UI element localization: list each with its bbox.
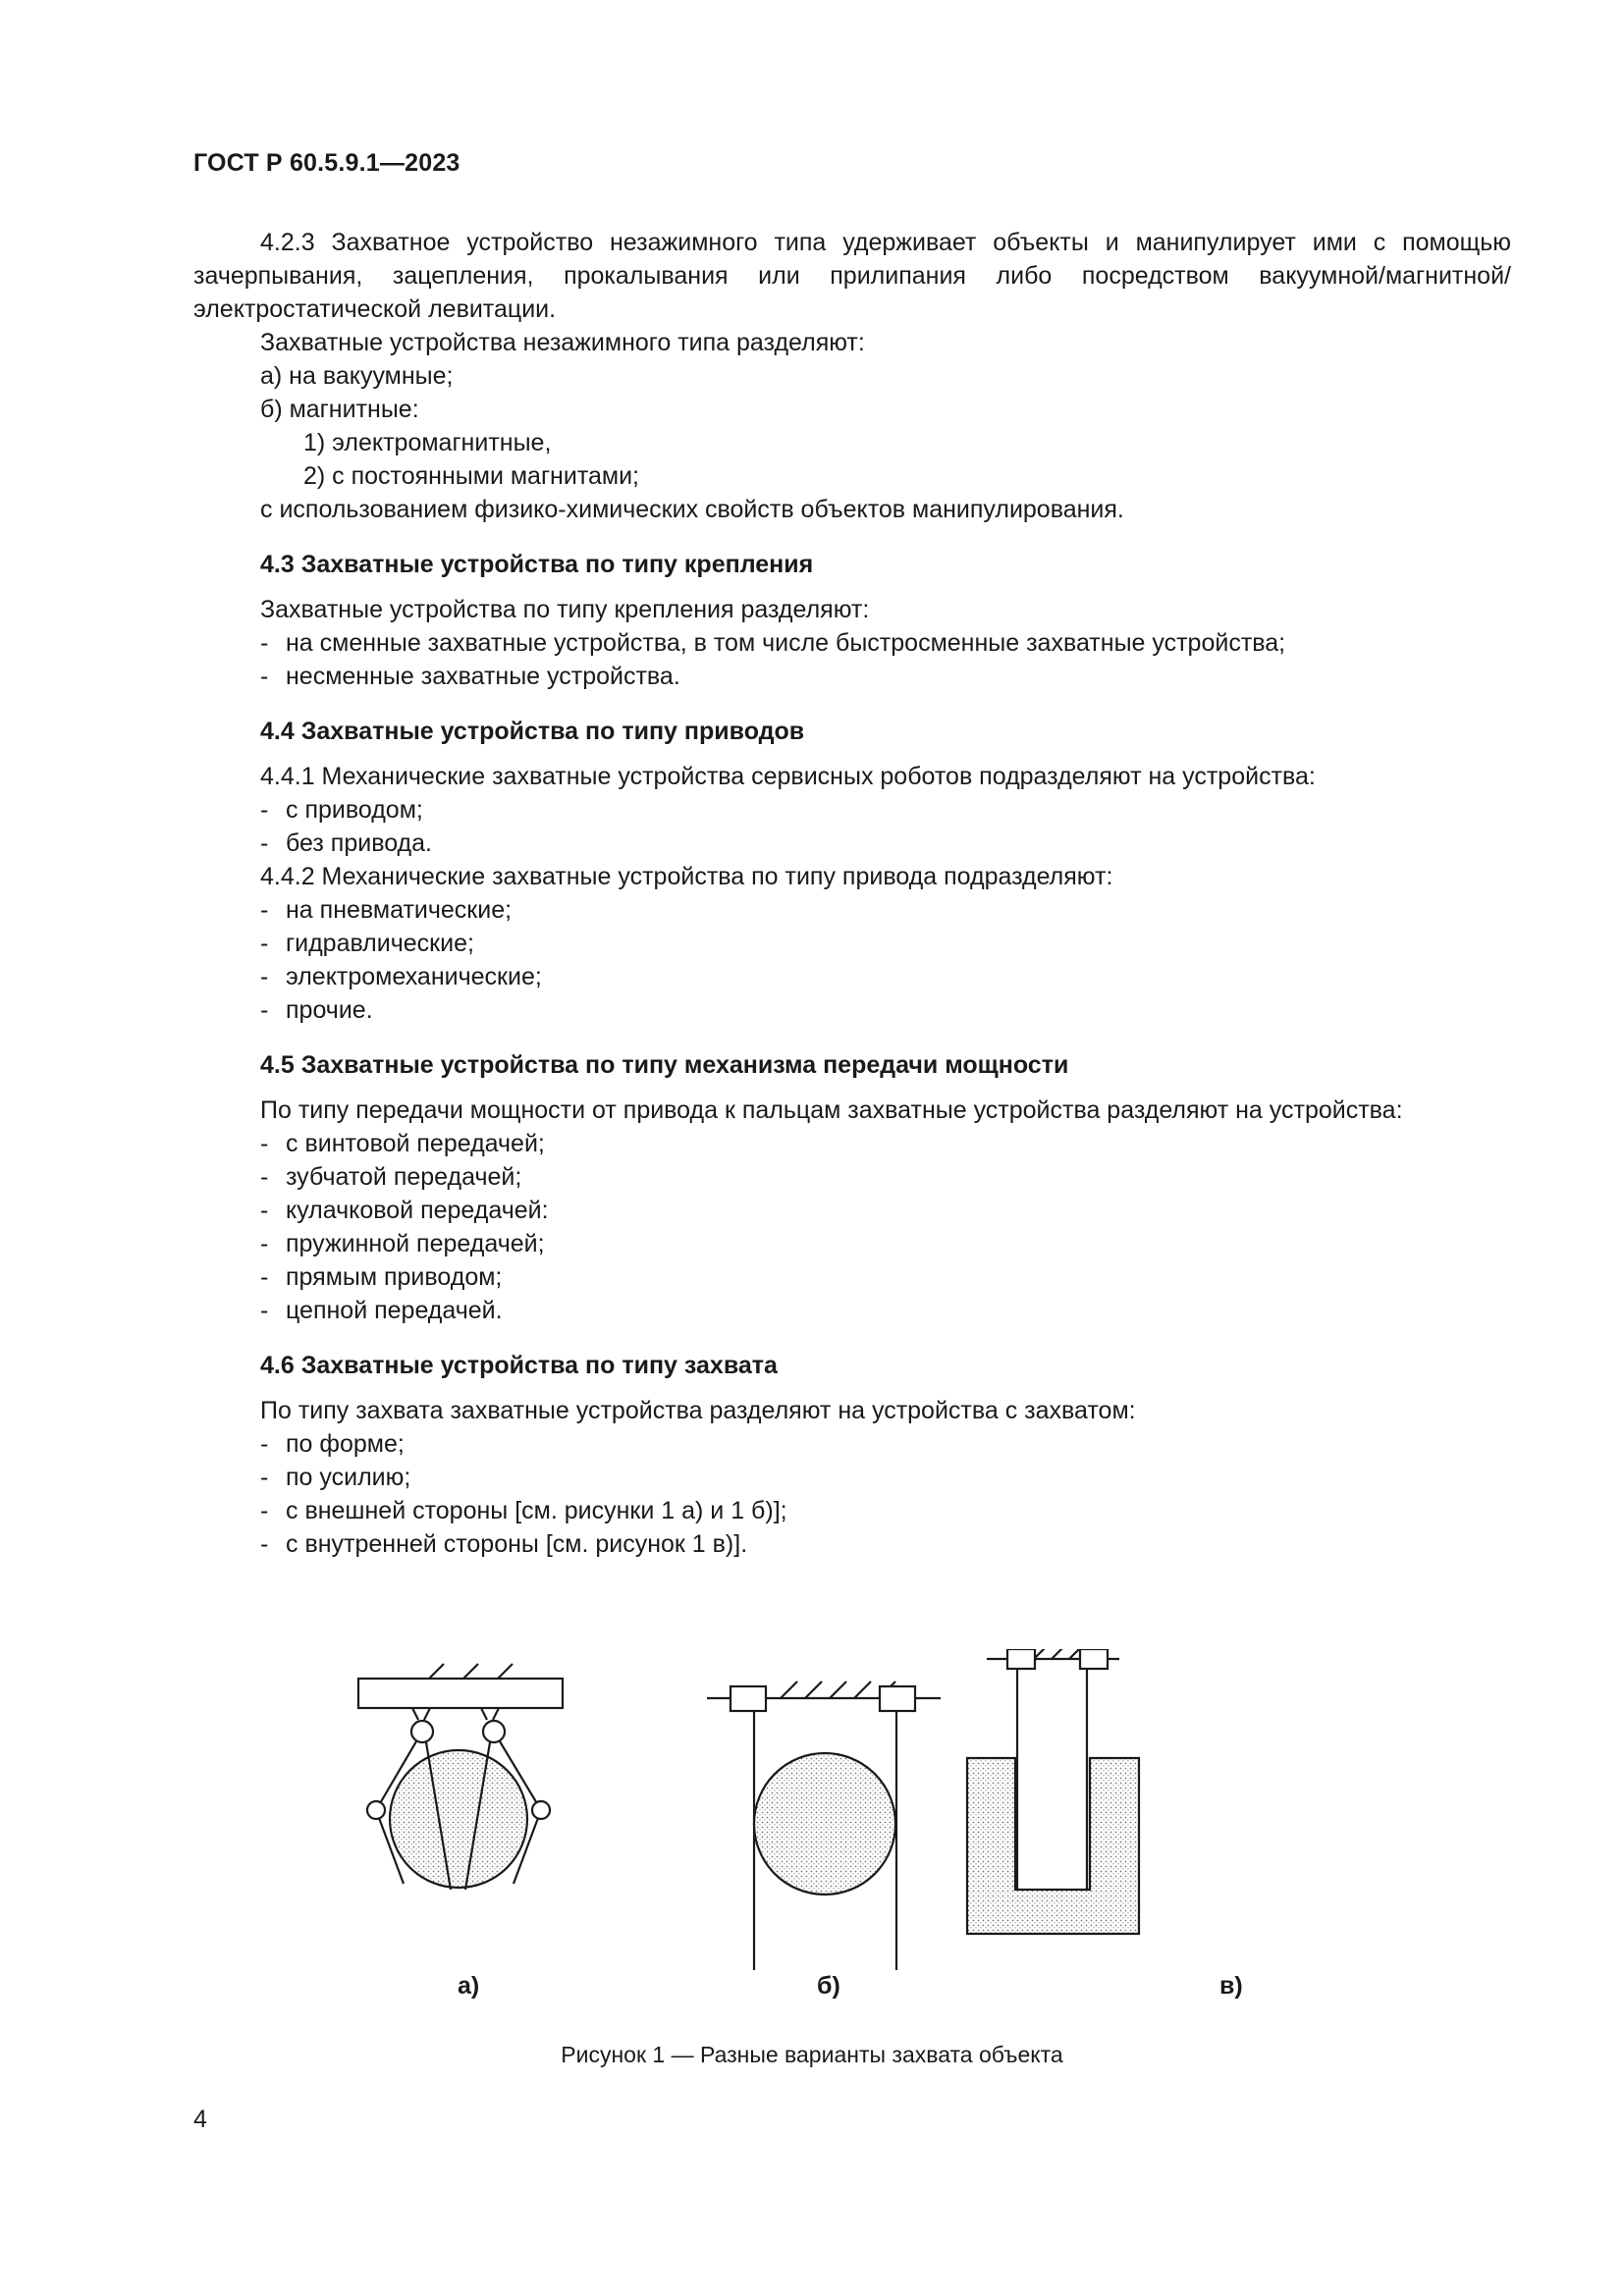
figure-label-b: б) <box>817 1972 840 2000</box>
figure-label-v: в) <box>1219 1972 1243 2000</box>
list-item: - без привода. <box>193 827 1511 860</box>
list-subitem: 1) электромагнитные, <box>303 429 552 456</box>
list-item: - по усилию; <box>193 1461 1511 1494</box>
paragraph-lead: По типу передачи мощности от привода к пальцам захватные устройства разделяют на устройства: <box>260 1096 1403 1124</box>
section-heading-4-3: 4.3 Захватные устройства по типу крепления <box>260 551 814 578</box>
section-heading-4-6: 4.6 Захватные устройства по типу захвата <box>260 1352 778 1379</box>
list-item: - с внешней стороны [см. рисунки 1 а) и 1 б)]; <box>193 1494 1511 1527</box>
list-item: а) на вакуумные; <box>260 362 454 390</box>
paragraph-4-4-1: 4.4.1 Механические захватные устройства сервисных роботов подразделяют на устройства: <box>260 763 1316 790</box>
figure-label-a: а) <box>458 1972 480 2000</box>
document-header: ГОСТ Р 60.5.9.1—2023 <box>193 149 460 177</box>
diagram-variant-b <box>707 1682 941 1970</box>
paragraph-4-4-2: 4.4.2 Механические захватные устройства по типу привода подразделяют: <box>260 863 1113 890</box>
document-body <box>193 226 1511 1561</box>
list-subitem: 2) с постоянными магнитами; <box>303 462 640 490</box>
list-item: - с внутренней стороны [см. рисунок 1 в)]. <box>193 1527 1511 1561</box>
list-item: с использованием физико-химических свойств объектов манипулирования. <box>260 496 1124 523</box>
list-item: - на пневматические; <box>193 893 1511 927</box>
list-item: - прямым приводом; <box>193 1260 1511 1294</box>
figure-caption: Рисунок 1 — Разные варианты захвата объекта <box>561 2042 1063 2067</box>
figure-grip-variants <box>334 1649 1375 2022</box>
section-heading-4-5: 4.5 Захватные устройства по типу механизма передачи мощности <box>260 1051 1069 1079</box>
list-item: - с приводом; <box>193 793 1511 827</box>
list-item: б) магнитные: <box>260 396 419 423</box>
paragraph-lead: Захватные устройства по типу крепления разделяют: <box>260 596 870 623</box>
list-item: - несменные захватные устройства. <box>193 660 1511 693</box>
paragraph-4-2-3: 4.2.3 Захватное устройство незажимного типа удерживает объекты и манипулирует ими с помощью зачерпывания, зацепления, прокалывания или прилипания либо посредством вакуумной/магнитной/электростатической левитации. <box>193 229 1511 323</box>
list-item: - электромеханические; <box>193 960 1511 993</box>
diagram-variant-a <box>358 1664 563 1890</box>
list-item: - пружинной передачей; <box>193 1227 1511 1260</box>
list-item: - гидравлические; <box>193 927 1511 960</box>
diagram-variant-v <box>967 1649 1139 1934</box>
list-item: - на сменные захватные устройства, в том числе быстросменные захватные устройства; <box>193 626 1511 660</box>
list-item: - кулачковой передачей: <box>193 1194 1511 1227</box>
page-number: 4 <box>193 2106 207 2133</box>
paragraph-lead: По типу захвата захватные устройства разделяют на устройства с захватом: <box>260 1397 1136 1424</box>
paragraph-lead: Захватные устройства незажимного типа разделяют: <box>260 329 865 356</box>
section-heading-4-4: 4.4 Захватные устройства по типу приводов <box>260 718 805 745</box>
list-item: - по форме; <box>193 1427 1511 1461</box>
list-item: - с винтовой передачей; <box>193 1127 1511 1160</box>
list-item: - прочие. <box>193 993 1511 1027</box>
list-item: - зубчатой передачей; <box>193 1160 1511 1194</box>
list-item: - цепной передачей. <box>193 1294 1511 1327</box>
